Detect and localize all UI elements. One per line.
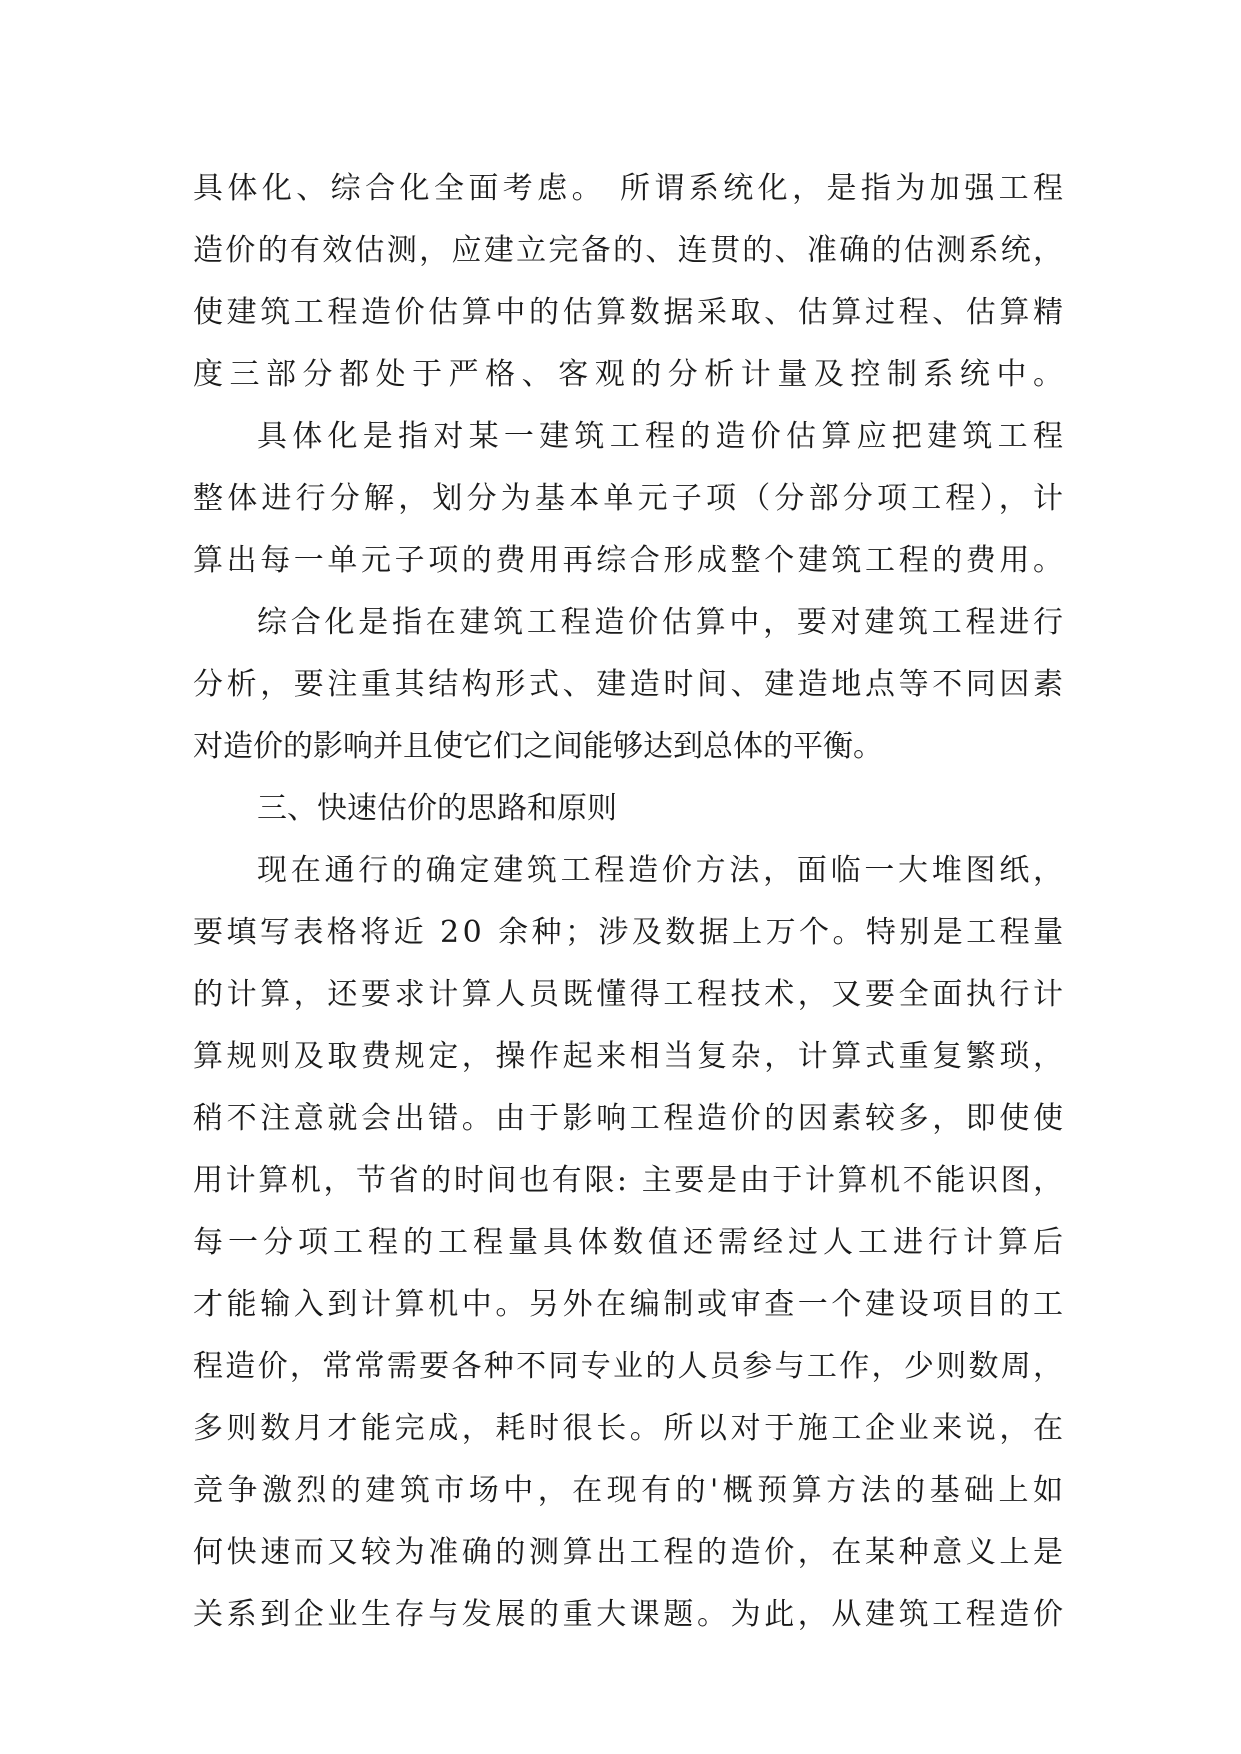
document-body bbox=[193, 158, 1070, 1646]
text-line: 现在通行的确定建筑工程造价方法，面临一大堆图纸， bbox=[257, 853, 1067, 888]
text-line: 用计算机，节省的时间也有限: 主要是由于计算机不能识图， bbox=[193, 1163, 1066, 1198]
text-line: 每一分项工程的工程量具体数值还需经过人工进行计算后 bbox=[193, 1225, 1068, 1260]
text-line: 具体化是指对某一建筑工程的造价估算应把建筑工程 bbox=[257, 419, 1069, 454]
text-line: 要填写表格将近 20 余种；涉及数据上万个。特别是工程量 bbox=[193, 915, 1067, 950]
text-line: 整体进行分解，划分为基本单元子项（分部分项工程），计 bbox=[193, 481, 1068, 516]
text-line: 竞争激烈的建筑市场中，在现有的'概预算方法的基础上如 bbox=[193, 1473, 1068, 1508]
text-line: 何快速而又较为准确的测算出工程的造价，在某种意义上是 bbox=[193, 1535, 1067, 1570]
text-line: 综合化是指在建筑工程造价估算中，要对建筑工程进行 bbox=[257, 605, 1067, 640]
text-line: 度三部分都处于严格、客观的分析计量及控制系统中。 bbox=[193, 357, 1070, 392]
text-line: 程造价，常常需要各种不同专业的人员参与工作，少则数周， bbox=[193, 1349, 1066, 1384]
text-line: 算规则及取费规定，操作起来相当复杂，计算式重复繁琐， bbox=[193, 1039, 1067, 1074]
text-line: 具体化、综合化全面考虑。 所谓系统化，是指为加强工程 bbox=[193, 171, 1068, 206]
text-line: 稍不注意就会出错。由于影响工程造价的因素较多，即使使 bbox=[193, 1101, 1067, 1136]
text-line: 的计算，还要求计算人员既懂得工程技术，又要全面执行计 bbox=[193, 977, 1067, 1012]
text-line: 算出每一单元子项的费用再综合形成整个建筑工程的费用。 bbox=[193, 543, 1067, 578]
text-line: 使建筑工程造价估算中的估算数据采取、估算过程、估算精 bbox=[193, 295, 1067, 330]
text-line: 对造价的影响并且使它们之间能够达到总体的平衡。 bbox=[193, 729, 883, 764]
text-line: 关系到企业生存与发展的重大课题。为此，从建筑工程造价 bbox=[193, 1597, 1067, 1632]
text-line: 才能输入到计算机中。另外在编制或审查一个建设项目的工 bbox=[193, 1287, 1067, 1322]
text-line: 多则数月才能完成，耗时很长。所以对于施工企业来说，在 bbox=[193, 1411, 1067, 1446]
text-line: 分析，要注重其结构形式、建造时间、建造地点等不同因素 bbox=[193, 667, 1067, 702]
text-line: 造价的有效估测，应建立完备的、连贯的、准确的估测系统， bbox=[193, 233, 1066, 268]
text-line: 三、快速估价的思路和原则 bbox=[257, 791, 617, 826]
